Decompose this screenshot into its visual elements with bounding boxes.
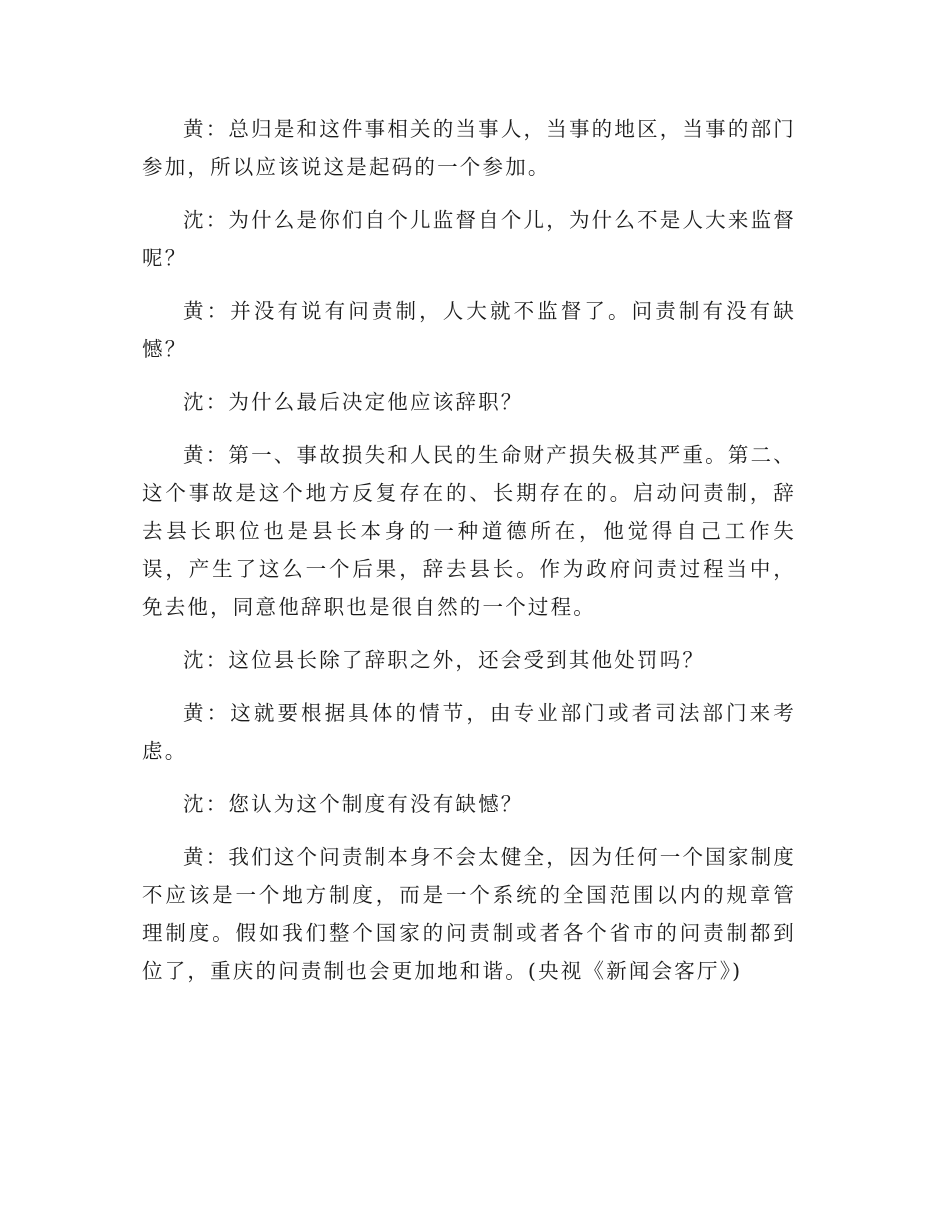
paragraph-3: 黄：并没有说有问责制，人大就不监督了。问责制有没有缺憾？	[142, 299, 796, 361]
paragraph-2: 沈：为什么是你们自个儿监督自个儿，为什么不是人大来监督呢？	[142, 208, 796, 270]
paragraph-1: 黄：总归是和这件事相关的当事人，当事的地区，当事的部门参加，所以应该说这是起码的一个参加。	[142, 117, 796, 179]
paragraph-7: 黄：这就要根据具体的情节，由专业部门或者司法部门来考虑。	[142, 701, 796, 763]
paragraph-9: 黄：我们这个问责制本身不会太健全，因为任何一个国家制度不应该是一个地方制度，而是一个系统的全国范围以内的规章管理制度。假如我们整个国家的问责制或者各个省市的问责制都到位了，重庆的问责制也会更加地和谐。(央视《新闻会客厅》)	[142, 845, 796, 983]
paragraph-4: 沈：为什么最后决定他应该辞职？	[183, 390, 524, 414]
paragraph-8: 沈：您认为这个制度有没有缺憾？	[183, 792, 524, 816]
paragraph-6: 沈：这位县长除了辞职之外，还会受到其他处罚吗？	[183, 648, 706, 672]
paragraph-5: 黄：第一、事故损失和人民的生命财产损失极其严重。第二、这个事故是这个地方反复存在的、长期存在的。启动问责制，辞去县长职位也是县长本身的一种道德所在，他觉得自己工作失误，产生了这么一个后果，辞去县长。作为政府问责过程当中，免去他，同意他辞职也是很自然的一个过程。	[142, 443, 796, 619]
document-page	[142, 110, 796, 1005]
